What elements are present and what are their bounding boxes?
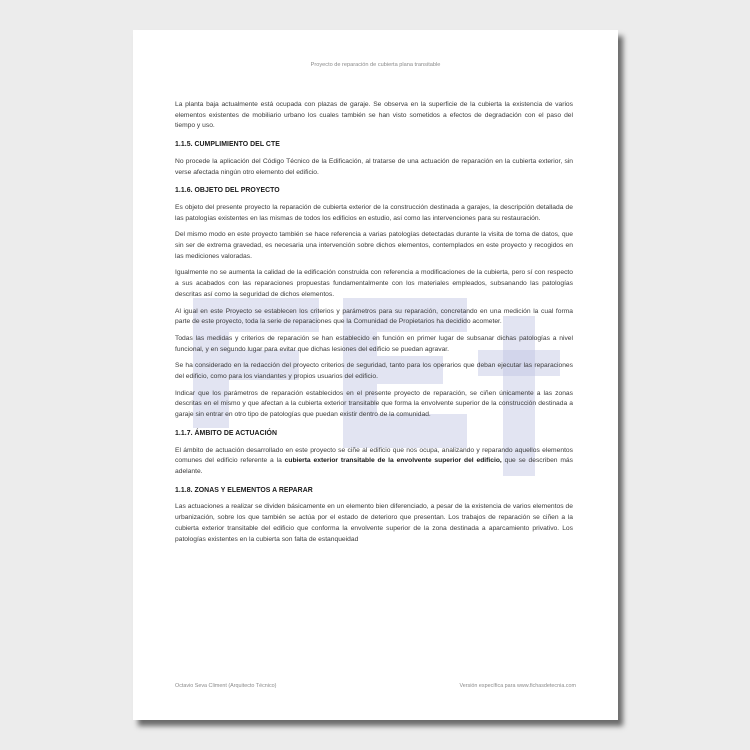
paragraph: Se ha considerado en la redacción del proyecto criterios de seguridad, tanto para los operarios que deban ejecutar las reparaciones del edificio, como para los viandantes y propios usuarios del edificio. (175, 362, 573, 381)
paragraph: Al igual en este Proyecto se establecen los criterios y parámetros para su reparación, concretando en una medición la cual forma parte de este proyecto, toda la serie de reparaciones que la Comunidad de Propietarios ha decidido acometer. (175, 307, 573, 326)
paragraph: Igualmente no se aumenta la calidad de la edificación construida con referencia a modificaciones de la cubierta, pero sí con respecto a sus acabados con las reparaciones propuestas fundamentalmente con los materiales empleados, subsanando las patologías descritas así como la seguridad de dichos elementos. (175, 269, 573, 298)
ambito-text-start: El ámbito de actuación desarrollado en este proyecto se ciñe al edificio que nos ocupa, analizando y reparando aquellos elementos comunes del edificio referente a la (175, 446, 573, 465)
paragraph: Indicar que los parámetros de reparación establecidos en el presente proyecto de reparación, se ciñen únicamente a las zonas descritas en el mismo y que afectan a la cubierta exterior transitable que forma la envolvente superior de la construcción destinada a garaje sin entrar en otro tipo de patologías que puedan existir dentro de la comunidad. (175, 389, 573, 419)
footer-website: Versión específica para www.fichasdetecnia.com (459, 683, 576, 689)
paragraph: Las actuaciones a realizar se dividen básicamente en un elemento bien diferenciado, a pesar de la existencia de varios elementos de urbanización, sobre los que también se actúa por el estado de deterioro que presentan. Los trabajos de reparación se ciñen a la cubierta exterior transitable del edificio que conforma la envolvente superior de la zona destinada a aparcamiento privativo. Los patologías existentes en la cubierta son falta de estanqueidad (175, 503, 573, 543)
document-page (133, 30, 618, 720)
section-heading-zonas: 1.1.8. ZONAS Y ELEMENTOS A REPARAR (175, 486, 313, 494)
page-content (175, 100, 573, 551)
section-heading-objeto: 1.1.6. OBJETO DEL PROYECTO (175, 187, 280, 195)
paragraph: Todas las medidas y criterios de reparación se han establecido en función en primer lugar de subsanar dichas patologías a nivel funcional, y en segundo lugar para evitar que dichas lesiones del edificio se puedan agravar. (175, 334, 573, 353)
ambito-text-bold: cubierta exterior transitable de la envolvente superior del edificio, (284, 457, 502, 465)
paragraph-ambito (175, 446, 573, 478)
page-header: Proyecto de reparación de cubierta plana transitable (310, 62, 441, 68)
paragraph: Es objeto del presente proyecto la reparación de cubierta exterior de la construcción destinada a garajes, la descripción detallada de las patologías existentes en las mismas de todos los edificios en estudio, así como las intervenciones para su restauración. (175, 203, 573, 222)
paragraph: Del mismo modo en este proyecto también se hace referencia a varias patologías detectadas durante la visita de toma de datos, que sin ser de extrema gravedad, es necesaria una intervención sobre dichos elementos, contemplados en este proyecto y recogidos en las mediciones valoradas. (175, 231, 573, 260)
intro-paragraph: La planta baja actualmente está ocupada con plazas de garaje. Se observa en la superficie de la cubierta la existencia de varios elementos existentes de mobiliario urbano los cuales también se han visto sometidos a efectos de degradación con el paso del tiempo y uso. (175, 101, 573, 130)
section-heading-ambito: 1.1.7. ÁMBITO DE ACTUACIÓN (175, 429, 277, 437)
ambito-text-end: que se describen más adelante. (175, 457, 573, 475)
footer-author: Octavio Seva Climent (Arquitecto Técnico) (175, 683, 277, 689)
paragraph: No procede la aplicación del Código Técnico de la Edificación, al tratarse de una actuación de reparación en la cubierta exterior, sin verse afectada ningún otro elemento del edificio. (175, 157, 573, 176)
section-heading-cte: 1.1.5. CUMPLIMIENTO DEL CTE (175, 141, 280, 149)
